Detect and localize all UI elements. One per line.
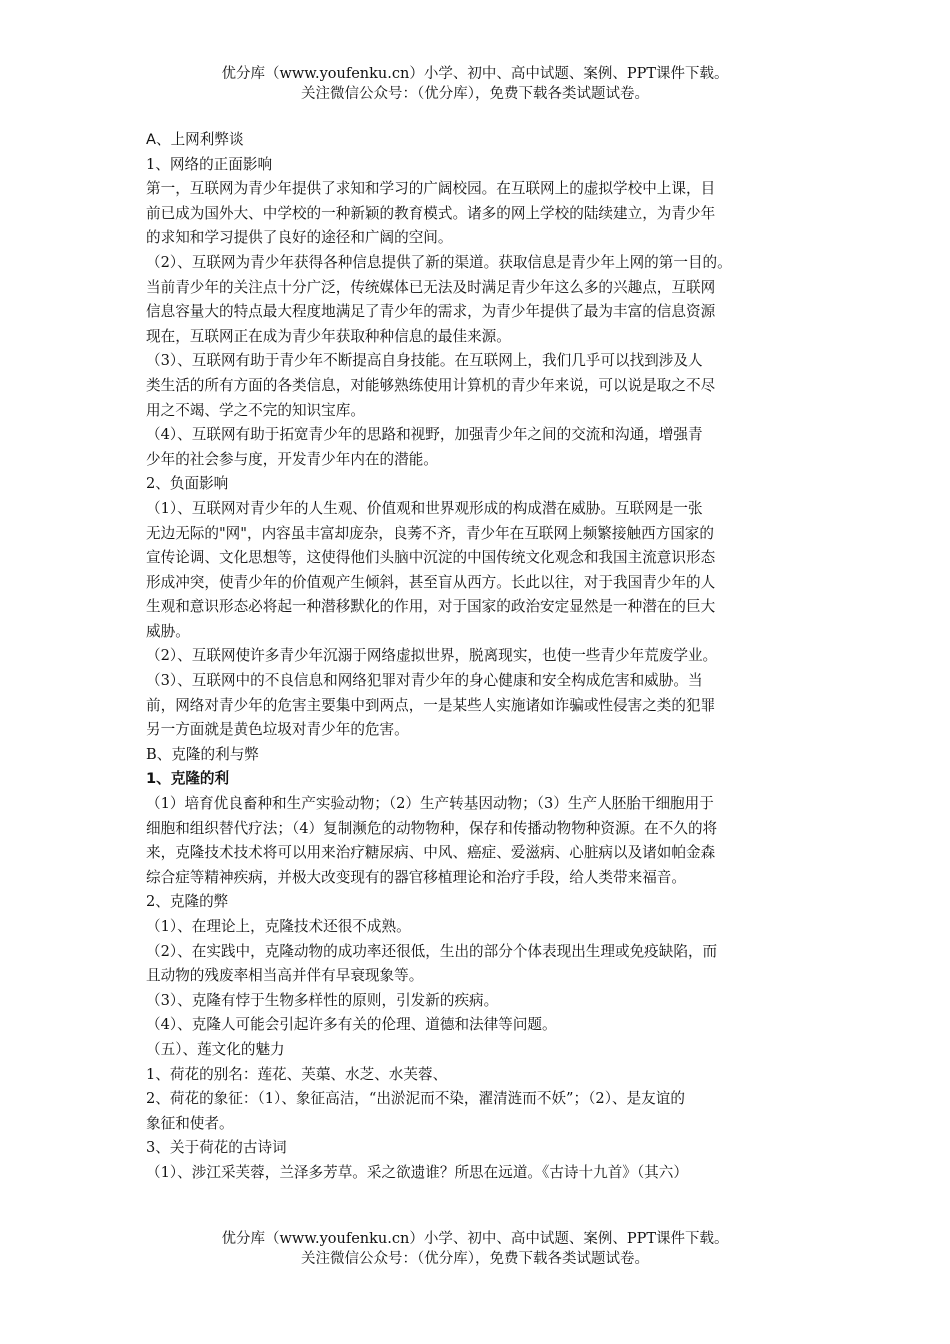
text-line: （1）培育优良畜种和生产实验动物；（2）生产转基因动物；（3）生产人胚胎干细胞用于 (146, 795, 714, 813)
text-line: （1）、涉江采芙蓉，兰泽多芳草。采之欲遗谁？所思在远道。《古诗十九首》（其六） (146, 1163, 688, 1181)
page-footer (0, 1229, 950, 1269)
text-line: （3）、克隆有悖于生物多样性的原则，引发新的疾病。 (146, 991, 499, 1009)
text-line: 第一，互联网为青少年提供了求知和学习的广阔校园。在互联网上的虚拟学校中上课，目 (146, 180, 716, 198)
text-line: A、上网利弊谈 (146, 131, 244, 148)
text-line: B、克隆的利与弊 (146, 745, 259, 763)
document-body (146, 128, 822, 1186)
text-line: 无边无际的"网"，内容虽丰富却庞杂，良莠不齐，青少年在互联网上频繁接触西方国家的 (146, 524, 714, 542)
header-line-2: 关注微信公众号：（优分库），免费下载各类试题试卷。 (301, 86, 649, 102)
text-line: 现在，互联网正在成为青少年获取种种信息的最佳来源。 (146, 327, 511, 345)
text-line: 当前青少年的关注点十分广泛，传统媒体已无法及时满足青少年这么多的兴趣点，互联网 (146, 278, 716, 296)
text-line: 1、克隆的利 (146, 770, 230, 788)
text-line: 类生活的所有方面的各类信息，对能够熟练使用计算机的青少年来说，可以说是取之不尽 (146, 376, 716, 394)
text-line: 细胞和组织替代疗法；（4）复制濒危的动物物种，保存和传播动物物种资源。在不久的将 (146, 819, 718, 837)
text-line: 少年的社会参与度，开发青少年内在的潜能。 (146, 450, 438, 468)
text-line: 2、克隆的弊 (146, 893, 229, 911)
text-line: 另一方面就是黄色垃圾对青少年的危害。 (146, 721, 409, 739)
text-line: 宣传论调、文化思想等，这使得他们头脑中沉淀的中国传统文化观念和我国主流意识形态 (146, 549, 716, 567)
text-line: （3）、互联网中的不良信息和网络犯罪对青少年的身心健康和安全构成危害和威胁。当 (146, 672, 703, 690)
text-line: （2）、互联网使许多青少年沉溺于网络虚拟世界，脱离现实，也使一些青少年荒废学业。 (146, 647, 718, 665)
header-line-1: 优分库（www.youfenku.cn）小学、初中、高中试题、案例、PPT课件下载。 (221, 66, 729, 82)
text-line: 1、网络的正面影响 (146, 155, 273, 173)
text-line: （1）、互联网对青少年的人生观、价值观和世界观形成的构成潜在威胁。互联网是一张 (146, 499, 703, 517)
text-line: 象征和使者。 (146, 1114, 234, 1132)
text-line: 信息容量大的特点最大程度地满足了青少年的需求，为青少年提供了最为丰富的信息资源 (146, 303, 716, 321)
text-line: 且动物的残废率相当高并伴有早衰现象等。 (146, 967, 424, 985)
text-line: 综合症等精神疾病，并极大改变现有的器官移植理论和治疗手段，给人类带来福音。 (146, 868, 686, 886)
text-line: 1、荷花的别名：莲花、芙蕖、水芝、水芙蓉、 (146, 1065, 448, 1083)
text-line: 2、荷花的象征：（1）、象征高洁，“出淤泥而不染，濯清涟而不妖”；（2）、是友谊的 (146, 1090, 685, 1108)
text-line: （2）、在实践中，克隆动物的成功率还很低，生出的部分个体表现出生理或免疫缺陷，而 (146, 942, 718, 960)
text-line: （五）、莲文化的魅力 (146, 1040, 285, 1058)
text-line: 生观和意识形态必将起一种潜移默化的作用，对于国家的政治安定显然是一种潜在的巨大 (146, 598, 716, 616)
text-line: 的求知和学习提供了良好的途径和广阔的空间。 (146, 229, 453, 247)
text-line: （4）、克隆人可能会引起许多有关的伦理、道德和法律等问题。 (146, 1016, 557, 1034)
footer-line-1: 优分库（www.youfenku.cn）小学、初中、高中试题、案例、PPT课件下载。 (221, 1231, 729, 1247)
text-line: 威胁。 (146, 622, 190, 640)
page-header (0, 64, 950, 104)
text-line: 前已成为国外大、中学校的一种新颖的教育模式。诸多的网上学校的陆续建立，为青少年 (146, 204, 716, 222)
text-line: （2）、互联网为青少年获得各种信息提供了新的渠道。获取信息是青少年上网的第一目的。 (146, 253, 732, 271)
text-line: 前，网络对青少年的危害主要集中到两点，一是某些人实施诸如诈骗或性侵害之类的犯罪 (146, 696, 716, 714)
text-line: （4）、互联网有助于拓宽青少年的思路和视野，加强青少年之间的交流和沟通，增强青 (146, 426, 703, 444)
text-line: 来，克隆技术技术将可以用来治疗糖尿病、中风、癌症、爱滋病、心脏病以及诸如帕金森 (146, 844, 716, 862)
text-line: （3）、互联网有助于青少年不断提高自身技能。在互联网上，我们几乎可以找到涉及人 (146, 352, 703, 370)
text-line: 3、关于荷花的古诗词 (146, 1139, 287, 1157)
text-line: 2、负面影响 (146, 475, 229, 493)
text-line: 用之不竭、学之不完的知识宝库。 (146, 401, 365, 419)
text-line: 形成冲突，使青少年的价值观产生倾斜，甚至盲从西方。长此以往，对于我国青少年的人 (146, 573, 716, 591)
text-line: （1）、在理论上，克隆技术还很不成熟。 (146, 918, 411, 935)
footer-line-2: 关注微信公众号：（优分库），免费下载各类试题试卷。 (301, 1251, 649, 1267)
